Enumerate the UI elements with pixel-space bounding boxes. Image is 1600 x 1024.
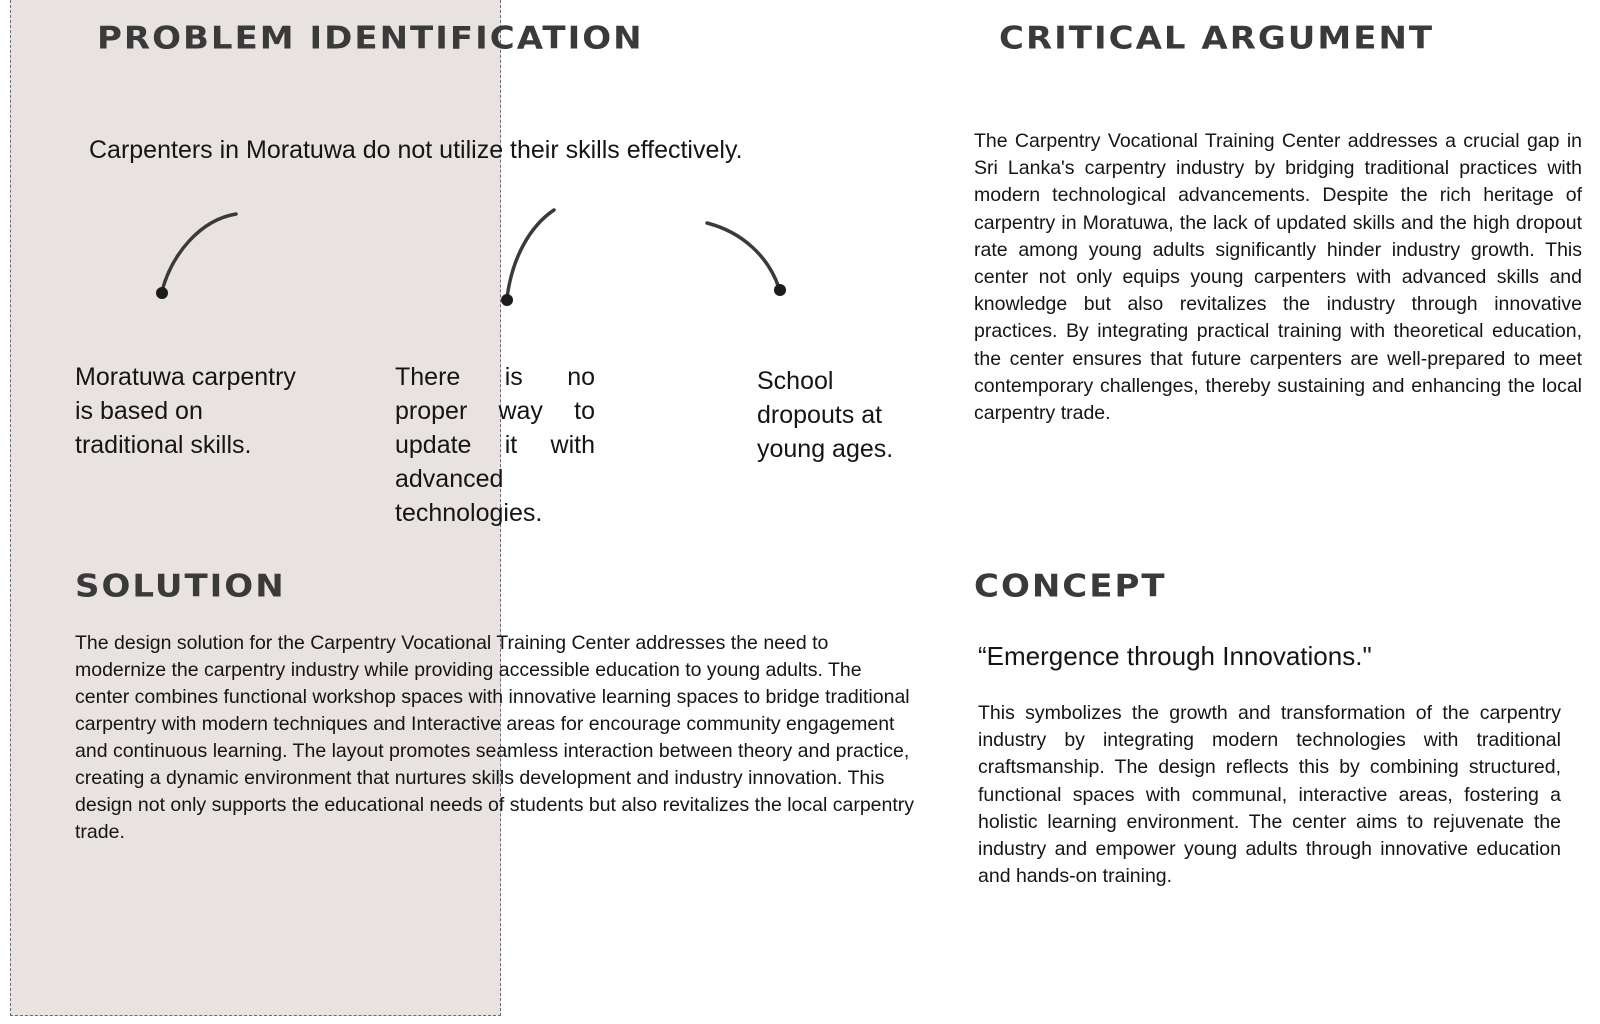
concept-quote: “Emergence through Innovations." xyxy=(978,641,1372,671)
problem-statement: Carpenters in Moratuwa do not utilize their skills effectively. xyxy=(89,136,743,164)
arc-3 xyxy=(707,223,779,288)
arc-1 xyxy=(162,214,236,291)
problem-heading: PROBLEM IDENTIFICATION xyxy=(97,20,644,57)
solution-body: The design solution for the Carpentry Vocational Training Center addresses the need to modernize the carpentry industry while providing accessible education to young adults. The center combines functional workshop spaces with innovative learning spaces to bridge traditional carpentry with modern techniques and Interactive areas for encourage community engagement and continuous learning. The layout promotes seamless interaction between theory and practice, creating a dynamic environment that nurtures skills development and industry innovation. This design not only supports the educational needs of students but also revitalizes the local carpentry trade. xyxy=(75,632,915,843)
solution-heading: SOLUTION xyxy=(75,568,286,605)
concept-body: This symbolizes the growth and transformation of the carpentry industry by integrating modern technologies with traditional craftsmanship. The design reflects this by combining structured, functional spaces with communal, interactive areas, fostering a holistic learning environment. The center aims to rejuvenate the industry and empower young adults through innovative education and hands-on training. xyxy=(978,702,1561,888)
problem-point-2: There is no proper way to update it with advanced technologies. xyxy=(395,363,595,527)
critical-body: The Carpentry Vocational Training Center addresses a crucial gap in Sri Lanka's carpentry industry by bridging traditional practices with modern technological advancements. Despite the rich heritage of carpentry in Moratuwa, the lack of updated skills and the high dropout rate among young adults significantly hinder industry growth. This center not only equips young carpenters with advanced skills and knowledge but also revitalizes the industry through innovative practices. By integrating practical training with theoretical education, the center ensures that future carpenters are well-prepared to meet contemporary challenges, thereby sustaining and enhancing the local carpentry trade. xyxy=(974,130,1582,425)
problem-point-3: School dropouts at young ages. xyxy=(757,367,894,463)
arc-2-dot xyxy=(501,294,513,306)
arc-1-dot xyxy=(156,287,168,299)
concept-heading: CONCEPT xyxy=(974,568,1167,605)
problem-point-1: Moratuwa carpentry is based on traditional skills. xyxy=(75,363,296,459)
critical-heading: CRITICAL ARGUMENT xyxy=(999,20,1435,57)
arc-3-dot xyxy=(774,284,786,296)
arc-2 xyxy=(507,210,554,298)
